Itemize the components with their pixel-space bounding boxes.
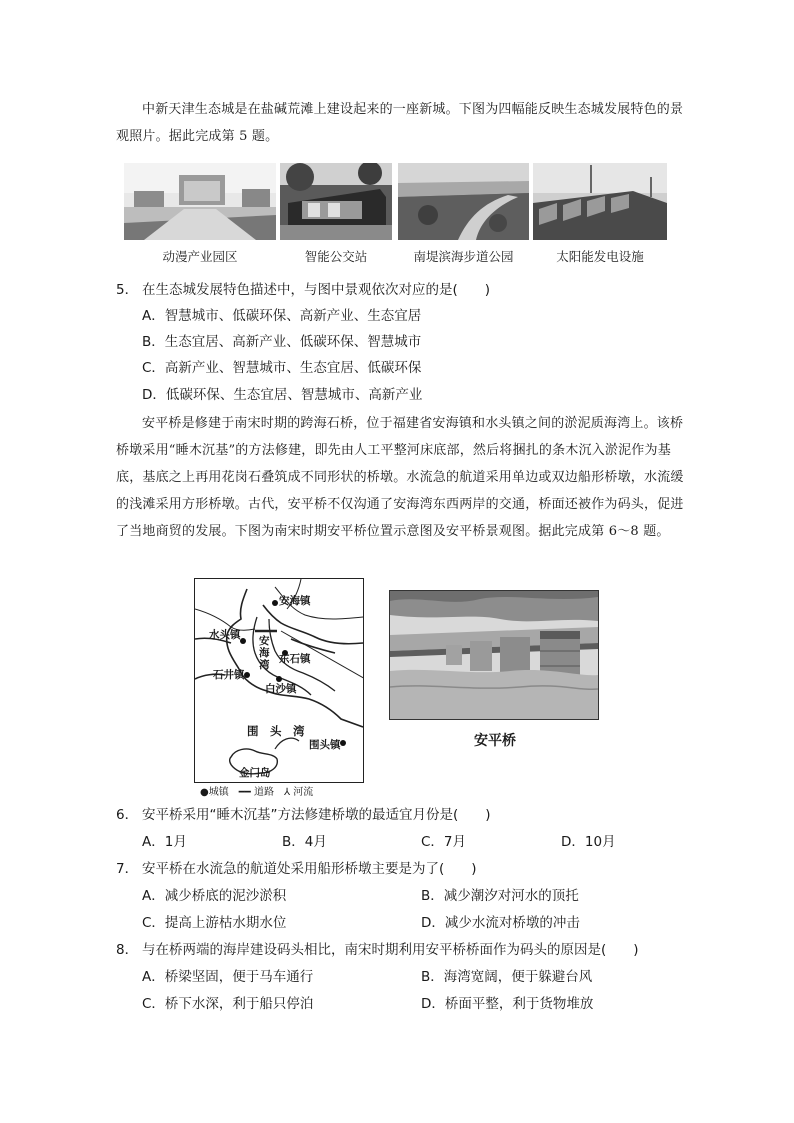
question-text: 与在桥两端的海岸建设码头相比，南宋时期利用安平桥桥面作为码头的原因是( ) bbox=[142, 942, 639, 958]
map-label-dongshizhen: 东石镇 bbox=[279, 653, 311, 665]
question-5-stem bbox=[116, 277, 490, 303]
question-number: 7． bbox=[116, 861, 139, 877]
map-label-anhaizhen: 安海镇 bbox=[279, 595, 311, 607]
option-d[interactable]: D．减少水流对桥墩的冲击 bbox=[421, 915, 580, 931]
option-c[interactable]: C．桥下水深，利于船只停泊 bbox=[142, 996, 314, 1012]
map-label-shijingzhen: 石井镇 bbox=[213, 669, 245, 681]
question-number: 5． bbox=[116, 282, 139, 298]
question-text: 安平桥在水流急的航道处采用船形桥墩主要是为了( ) bbox=[142, 861, 477, 877]
map-label-baishazhen: 白沙镇 bbox=[265, 683, 297, 695]
map-label-shuitouzhen: 水头镇 bbox=[209, 629, 241, 641]
map-label-anhaiwan: 安 海 湾 bbox=[259, 635, 270, 671]
photo-caption: 动漫产业园区 bbox=[162, 249, 238, 264]
map-label-weitouzhen: 围头镇 bbox=[309, 739, 341, 751]
map-label-weitouwan: 围 头 湾 bbox=[247, 724, 305, 738]
question-text: 安平桥采用“睡木沉基”方法修建桥墩的最适宜月份是( ) bbox=[142, 807, 491, 823]
photo-seaside-walkway-park bbox=[398, 163, 529, 240]
option-b[interactable]: B．减少潮汐对河水的顶托 bbox=[421, 888, 579, 904]
photo-caption: 太阳能发电设施 bbox=[556, 249, 644, 264]
question-text: 在生态城发展特色描述中，与图中景观依次对应的是( ) bbox=[142, 282, 491, 298]
photo-caption: 智能公交站 bbox=[304, 249, 368, 264]
photo-solar-power-facility bbox=[533, 163, 667, 240]
option-c[interactable]: C．7月 bbox=[421, 834, 467, 850]
question-8-stem bbox=[116, 937, 639, 963]
option-c[interactable]: C．提高上游枯水期水位 bbox=[142, 915, 287, 931]
question-number: 8． bbox=[116, 942, 139, 958]
map-label-jinmendao: 金门岛 bbox=[239, 767, 271, 779]
map-legend: ●城镇 ━━ 道路 ⅄ 河流 bbox=[200, 787, 314, 798]
anping-bridge-photo bbox=[389, 590, 599, 720]
bridge-caption: 安平桥 bbox=[474, 733, 516, 749]
option-d[interactable]: D．10月 bbox=[561, 834, 616, 850]
question-6-stem bbox=[116, 802, 491, 828]
option-b[interactable]: B．海湾宽阔，便于躲避台风 bbox=[421, 969, 593, 985]
option-a[interactable]: A．1月 bbox=[142, 834, 187, 850]
option-a[interactable]: A．桥梁坚固，便于马车通行 bbox=[142, 969, 314, 985]
q6-8-intro: 安平桥是修建于南宋时期的跨海石桥，位于福建省安海镇和水头镇之间的淤泥质海湾上。该桥桥墩采用“睡木沉基”的方法修建，即先由人工平整河床底部，然后将捆扎的条木沉入淤泥作为基底，基底之上再用花岗石叠筑成不同形状的桥墩。水流急的航道采用单边或双边船形桥墩，水流缓的浅滩采用方形桥墩。古代，安平桥不仅沟通了安海湾东西两岸的交通，桥面还被作为码头，促进了当地商贸的发展。下图为南宋时期安平桥位置示意图及安平桥景观图。据此完成第 6～8 题。 bbox=[116, 416, 684, 539]
photo-caption: 南堤滨海步道公园 bbox=[413, 249, 514, 264]
question-7-stem bbox=[116, 856, 477, 882]
option-b[interactable]: B．生态宜居、高新产业、低碳环保、智慧城市 bbox=[142, 334, 422, 350]
photo-animation-park bbox=[124, 163, 276, 240]
location-map bbox=[194, 578, 364, 783]
option-a[interactable]: A．智慧城市、低碳环保、高新产业、生态宜居 bbox=[142, 308, 422, 324]
option-d[interactable]: D．低碳环保、生态宜居、智慧城市、高新产业 bbox=[142, 387, 423, 403]
option-d[interactable]: D．桥面平整，利于货物堆放 bbox=[421, 996, 594, 1012]
q5-intro: 中新天津生态城是在盐碱荒滩上建设起来的一座新城。下图为四幅能反映生态城发展特色的景观照片。据此完成第 5 题。 bbox=[116, 102, 684, 144]
photo-smart-bus-stop bbox=[280, 163, 392, 240]
option-b[interactable]: B．4月 bbox=[282, 834, 327, 850]
question-number: 6． bbox=[116, 807, 139, 823]
option-c[interactable]: C．高新产业、智慧城市、生态宜居、低碳环保 bbox=[142, 360, 422, 376]
option-a[interactable]: A．减少桥底的泥沙淤积 bbox=[142, 888, 287, 904]
